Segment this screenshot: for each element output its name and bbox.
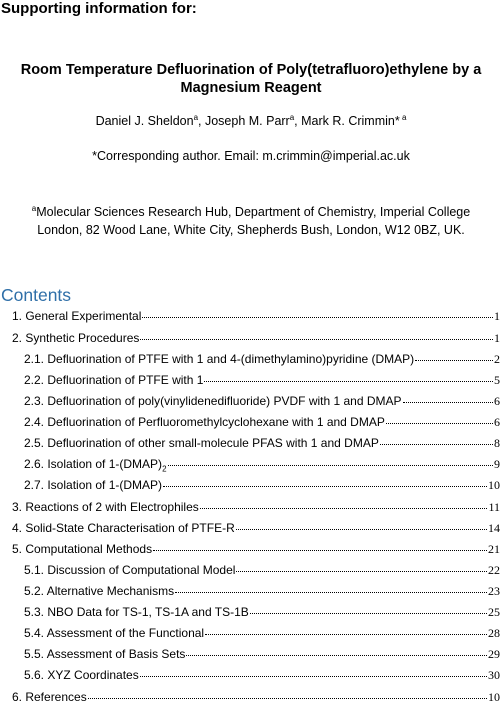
toc-page-number: 9 (494, 457, 500, 471)
corresponding-author: *Corresponding author. Email: m.crimmin@imperial.ac.uk (92, 149, 410, 163)
toc-leader (163, 486, 487, 487)
toc-page-number: 25 (488, 605, 500, 619)
affiliation-line-2: London, 82 Wood Lane, White City, Shepherds Bush, London, W12 0BZ, UK. (37, 223, 465, 237)
toc-entry-label: 6. References (12, 690, 87, 704)
toc-page-number: 23 (488, 584, 500, 598)
toc-entry[interactable] (12, 542, 500, 560)
toc-leader (403, 402, 493, 403)
toc-page-number: 6 (494, 394, 500, 408)
toc-entry-label: 2. Synthetic Procedures (12, 331, 140, 345)
toc-page-number: 8 (494, 436, 500, 450)
toc-entry[interactable] (24, 478, 500, 496)
toc-entry[interactable] (24, 373, 500, 391)
toc-entry[interactable] (12, 690, 500, 708)
toc-entry-label: 5.5. Assessment of Basis Sets (24, 647, 186, 661)
toc-entry-label-main: 2.6. Isolation of 1-(DMAP) (24, 457, 163, 471)
toc-entry-label: 2.3. Defluorination of poly(vinylidenedifluoride) PVDF with 1 and DMAP (24, 394, 402, 408)
toc-entry[interactable] (24, 584, 500, 602)
toc-entry-label: 2.4. Defluorination of Perfluoromethylcyclohexane with 1 and DMAP (24, 415, 385, 429)
toc-page-number: 10 (488, 478, 500, 492)
toc-page-number: 1 (494, 309, 500, 323)
toc-entry-label: 1. General Experimental (12, 309, 142, 323)
toc-leader (153, 550, 487, 551)
toc-leader (236, 571, 487, 572)
toc-leader (205, 634, 487, 635)
toc-leader (415, 360, 493, 361)
paper-title (0, 61, 502, 97)
toc-entry-label: 5.6. XYZ Coordinates (24, 668, 139, 682)
toc-leader (236, 529, 487, 530)
toc-entry[interactable] (24, 415, 500, 433)
toc-page-number: 28 (488, 626, 500, 640)
toc-leader (200, 508, 488, 509)
toc-entry-label: 5.3. NBO Data for TS-1, TS-1A and TS-1B (24, 605, 249, 619)
toc-leader (186, 655, 487, 656)
toc-page-number: 6 (494, 415, 500, 429)
toc-page-number: 5 (494, 373, 500, 387)
toc-page-number: 30 (488, 668, 500, 682)
toc-leader (142, 317, 493, 318)
toc-page-number: 21 (488, 542, 500, 556)
toc-page-number: 2 (494, 352, 500, 366)
toc-page-number: 11 (488, 500, 500, 514)
title-line-1: Room Temperature Defluorination of Poly(tetrafluoro)ethylene by a (20, 62, 482, 78)
toc-page-number: 10 (488, 690, 500, 704)
title-line-2: Magnesium Reagent (180, 80, 322, 96)
toc-entry[interactable] (12, 521, 500, 539)
toc-entry[interactable] (12, 309, 500, 327)
contents-heading: Contents (1, 285, 72, 305)
toc-leader (168, 465, 493, 466)
toc-entry[interactable] (24, 436, 500, 454)
toc-leader (250, 613, 487, 614)
toc-entry-label: 3. Reactions of 2 with Electrophiles (12, 500, 199, 514)
toc-entry-label: 5.1. Discussion of Computational Model (24, 563, 236, 577)
author-2-name: , Joseph M. Parr (198, 114, 290, 128)
affiliation (0, 203, 502, 239)
toc-entry[interactable] (24, 352, 500, 370)
toc-leader (380, 444, 493, 445)
toc-entry[interactable] (24, 647, 500, 665)
toc-page-number: 14 (488, 521, 500, 535)
toc-entry[interactable] (12, 331, 500, 349)
toc-entry-label: 2.1. Defluorination of PTFE with 1 and 4-(dimethylamino)pyridine (DMAP) (24, 352, 415, 366)
toc-leader (204, 381, 493, 382)
author-1-affil-mark: a (193, 112, 199, 122)
toc-entry[interactable] (24, 457, 500, 475)
toc-entry[interactable] (24, 605, 500, 623)
affiliation-line-1: Molecular Sciences Research Hub, Department of Chemistry, Imperial College (36, 205, 471, 219)
author-2-affil-mark: a (289, 112, 295, 122)
toc-entry-label: 5.4. Assessment of the Functional (24, 626, 205, 640)
toc-entry[interactable] (12, 500, 500, 518)
toc-entry-label: 2.7. Isolation of 1-(DMAP) (24, 478, 163, 492)
toc-leader (88, 698, 487, 699)
toc-leader (175, 592, 487, 593)
toc-entry-label: 5.2. Alternative Mechanisms (24, 584, 175, 598)
author-3-name: , Mark R. Crimmin* (294, 114, 400, 128)
toc-leader (140, 676, 487, 677)
toc-entry[interactable] (24, 563, 500, 581)
toc-entry-label: 2.5. Defluorination of other small-molecule PFAS with 1 and DMAP (24, 436, 379, 450)
toc-page-number: 22 (488, 563, 500, 577)
toc-entry-label (24, 457, 167, 474)
toc-entry[interactable] (24, 668, 500, 686)
toc-entry[interactable] (24, 394, 500, 412)
author-list (0, 114, 502, 128)
author-3-affil-mark: a (399, 112, 407, 122)
toc-entry-subscript: 2 (162, 464, 167, 474)
toc-page-number: 1 (494, 331, 500, 345)
toc-leader (140, 339, 493, 340)
toc-entry-label: 2.2. Defluorination of PTFE with 1 (24, 373, 204, 387)
toc-page-number: 29 (488, 647, 500, 661)
author-1-name: Daniel J. Sheldon (95, 114, 194, 128)
toc-entry-label: 5. Computational Methods (12, 542, 153, 556)
affiliation-mark: a (31, 203, 37, 213)
toc-leader (386, 423, 493, 424)
supporting-info-heading: Supporting information for: (1, 0, 197, 17)
toc-entry-label: 4. Solid-State Characterisation of PTFE-R (12, 521, 235, 535)
toc-entry[interactable] (24, 626, 500, 644)
